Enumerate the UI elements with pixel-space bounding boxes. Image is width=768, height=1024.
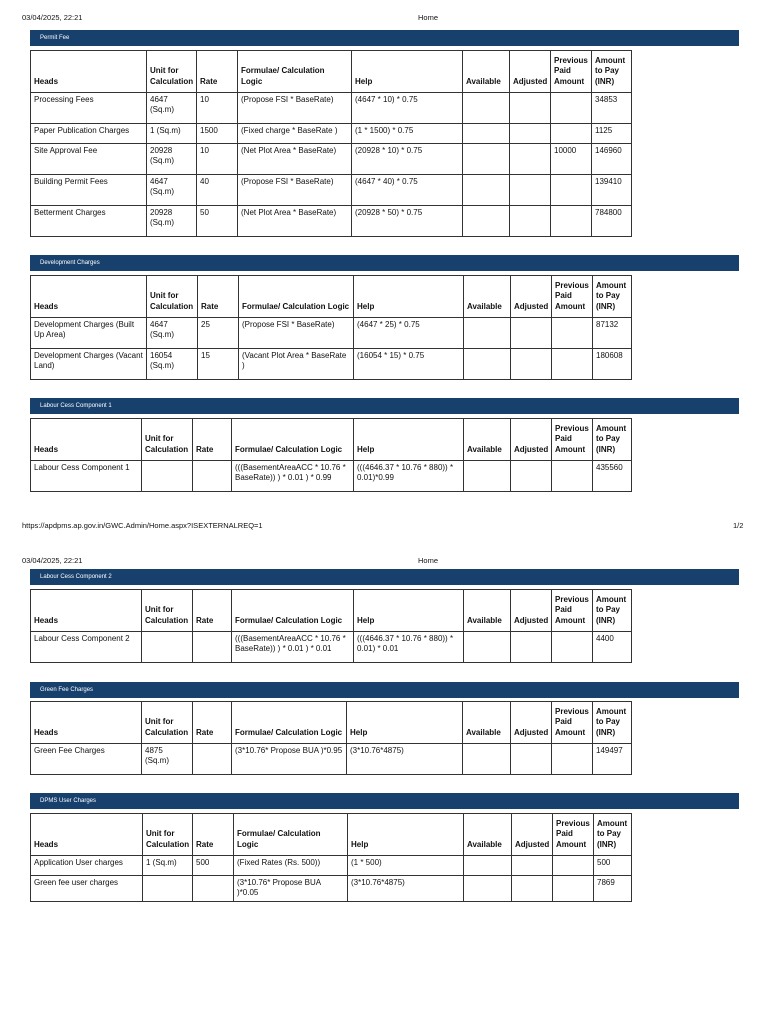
cell-amount: 146960 [592,144,632,175]
print-datetime: 03/04/2025, 22:21 [22,13,83,22]
table-header-row [31,702,632,744]
col-help: Help [352,51,463,93]
col-rate: Rate [197,51,238,93]
col-amount-to-pay: Amount to Pay (INR) [594,814,632,856]
cell-heads: Paper Publication Charges [31,124,147,144]
col-heads: Heads [31,702,142,744]
permit-fee-table [30,50,632,237]
cell-heads: Green Fee Charges [31,744,142,775]
cell-adjusted [510,124,551,144]
section-header-development-charges: Development Charges [30,255,739,271]
col-rate: Rate [193,814,234,856]
col-unit: Unit for Calculation [142,590,193,632]
section-header-labour-cess-1: Labour Cess Component 1 [30,398,739,414]
cell-help: (20928 * 10) * 0.75 [352,144,463,175]
cell-heads: Labour Cess Component 2 [31,632,142,663]
cell-adjusted [511,318,552,349]
col-formulae: Formulae/ Calculation Logic [239,276,354,318]
cell-available [463,144,510,175]
col-formulae: Formulae/ Calculation Logic [238,51,352,93]
cell-adjusted [511,632,552,663]
cell-adjusted [512,856,553,876]
cell-rate [193,632,232,663]
col-rate: Rate [193,590,232,632]
cell-adjusted [510,206,551,237]
cell-available [464,876,512,902]
col-amount-to-pay: Amount to Pay (INR) [592,51,632,93]
section-header-green-fee: Green Fee Charges [30,682,739,698]
table-row [31,349,632,380]
cell-formulae: (Net Plot Area * BaseRate) [238,144,352,175]
cell-rate: 10 [197,144,238,175]
col-previous-paid: Previous Paid Amount [552,590,593,632]
table-header-row [31,51,632,93]
cell-unit: 4647 (Sq.m) [147,93,197,124]
cell-previous-paid [552,461,593,492]
cell-previous-paid [551,93,592,124]
labour-cess-2-table [30,589,632,663]
cell-help: (4647 * 40) * 0.75 [352,175,463,206]
col-adjusted: Adjusted [511,702,552,744]
cell-amount: 149497 [593,744,632,775]
cell-formulae: (((BasementAreaACC * 10.76 * BaseRate)) ) * 0.01 ) * 0.01 [232,632,354,663]
col-unit: Unit for Calculation [147,276,198,318]
cell-unit: 20928 (Sq.m) [147,144,197,175]
col-help: Help [348,814,464,856]
col-formulae: Formulae/ Calculation Logic [232,419,354,461]
col-heads: Heads [31,276,147,318]
cell-previous-paid [552,632,593,663]
print-url: https://apdpms.ap.gov.in/GWC.Admin/Home.aspx?ISEXTERNALREQ=1 [22,521,263,530]
cell-formulae: (Propose FSI * BaseRate) [238,93,352,124]
cell-available [463,93,510,124]
col-help: Help [354,419,464,461]
labour-cess-1-table [30,418,632,492]
cell-amount: 139410 [592,175,632,206]
cell-rate: 50 [197,206,238,237]
cell-unit: 1 (Sq.m) [147,124,197,144]
col-amount-to-pay: Amount to Pay (INR) [593,276,632,318]
cell-formulae: (((BasementAreaACC * 10.76 * BaseRate)) ) * 0.01 ) * 0.99 [232,461,354,492]
print-page-title: Home [418,556,439,565]
cell-adjusted [512,876,553,902]
cell-adjusted [511,349,552,380]
col-formulae: Formulae/ Calculation Logic [234,814,348,856]
cell-formulae: (3*10.76* Propose BUA )*0.95 [232,744,347,775]
cell-amount: 34853 [592,93,632,124]
cell-unit: 20928 (Sq.m) [147,206,197,237]
cell-unit [143,876,193,902]
col-rate: Rate [193,419,232,461]
cell-amount: 1125 [592,124,632,144]
cell-available [463,175,510,206]
col-adjusted: Adjusted [511,419,552,461]
section-header-labour-cess-2: Labour Cess Component 2 [30,569,739,585]
col-previous-paid: Previous Paid Amount [553,814,594,856]
cell-adjusted [510,93,551,124]
table-header-row [31,814,632,856]
cell-formulae: (Vacant Plot Area * BaseRate ) [239,349,354,380]
section-header-permit-fee: Permit Fee [30,30,739,46]
cell-rate: 500 [193,856,234,876]
table-row [31,318,632,349]
col-previous-paid: Previous Paid Amount [552,276,593,318]
table-header-row [31,419,632,461]
cell-unit: 1 (Sq.m) [143,856,193,876]
cell-rate: 1500 [197,124,238,144]
cell-adjusted [510,144,551,175]
col-help: Help [354,590,464,632]
cell-previous-paid [551,206,592,237]
cell-help: (3*10.76*4875) [348,876,464,902]
cell-available [463,124,510,144]
cell-formulae: (Propose FSI * BaseRate) [239,318,354,349]
cell-amount: 180608 [593,349,632,380]
cell-help: (3*10.76*4875) [347,744,463,775]
col-available: Available [464,276,511,318]
cell-available [464,632,511,663]
section-header-dpms-user-charges: DPMS User Charges [30,793,739,809]
cell-formulae: (Fixed Rates (Rs. 500)) [234,856,348,876]
cell-heads: Green fee user charges [31,876,143,902]
cell-help: (4647 * 10) * 0.75 [352,93,463,124]
cell-previous-paid [551,124,592,144]
table-row [31,175,632,206]
col-unit: Unit for Calculation [143,814,193,856]
dpms-user-charges-table [30,813,632,902]
cell-heads: Labour Cess Component 1 [31,461,142,492]
col-previous-paid: Previous Paid Amount [552,702,593,744]
col-heads: Heads [31,419,142,461]
cell-available [464,318,511,349]
col-help: Help [347,702,463,744]
cell-amount: 500 [594,856,632,876]
cell-unit [142,632,193,663]
cell-available [464,349,511,380]
table-row [31,876,632,902]
col-previous-paid: Previous Paid Amount [552,419,593,461]
cell-unit [142,461,193,492]
cell-heads: Development Charges (Vacant Land) [31,349,147,380]
cell-adjusted [511,744,552,775]
green-fee-table [30,701,632,775]
cell-rate: 40 [197,175,238,206]
table-header-row [31,276,632,318]
cell-adjusted [511,461,552,492]
page-number: 1/2 [733,521,744,530]
col-rate: Rate [198,276,239,318]
col-adjusted: Adjusted [512,814,553,856]
cell-previous-paid: 10000 [551,144,592,175]
col-available: Available [463,51,510,93]
table-row [31,856,632,876]
col-unit: Unit for Calculation [142,702,193,744]
col-adjusted: Adjusted [511,276,552,318]
cell-help: (1 * 1500) * 0.75 [352,124,463,144]
cell-adjusted [510,175,551,206]
cell-help: (1 * 500) [348,856,464,876]
table-row [31,744,632,775]
col-adjusted: Adjusted [510,51,551,93]
print-datetime: 03/04/2025, 22:21 [22,556,83,565]
cell-unit: 4647 (Sq.m) [147,318,198,349]
cell-formulae: (3*10.76* Propose BUA )*0.05 [234,876,348,902]
cell-unit: 16054 (Sq.m) [147,349,198,380]
table-row [31,124,632,144]
cell-formulae: (Net Plot Area * BaseRate) [238,206,352,237]
table-row [31,93,632,124]
cell-previous-paid [552,349,593,380]
table-header-row [31,590,632,632]
col-help: Help [354,276,464,318]
cell-help: (((4646.37 * 10.76 * 880)) * 0.01)*0.99 [354,461,464,492]
col-rate: Rate [193,702,232,744]
col-heads: Heads [31,590,142,632]
col-amount-to-pay: Amount to Pay (INR) [593,590,632,632]
development-charges-table [30,275,632,380]
cell-previous-paid [552,744,593,775]
col-heads: Heads [31,814,143,856]
cell-heads: Application User charges [31,856,143,876]
col-available: Available [464,590,511,632]
cell-available [464,856,512,876]
cell-unit: 4875 (Sq.m) [142,744,193,775]
col-amount-to-pay: Amount to Pay (INR) [593,419,632,461]
cell-rate: 10 [197,93,238,124]
cell-help: (20928 * 50) * 0.75 [352,206,463,237]
col-formulae: Formulae/ Calculation Logic [232,702,347,744]
cell-previous-paid [553,876,594,902]
col-amount-to-pay: Amount to Pay (INR) [593,702,632,744]
cell-heads: Building Permit Fees [31,175,147,206]
col-available: Available [464,814,512,856]
cell-heads: Betterment Charges [31,206,147,237]
cell-unit: 4647 (Sq.m) [147,175,197,206]
cell-previous-paid [553,856,594,876]
cell-available [463,744,511,775]
cell-rate [193,876,234,902]
cell-previous-paid [552,318,593,349]
table-row [31,632,632,663]
cell-rate: 25 [198,318,239,349]
col-previous-paid: Previous Paid Amount [551,51,592,93]
table-row [31,144,632,175]
cell-available [464,461,511,492]
col-adjusted: Adjusted [511,590,552,632]
cell-heads: Site Approval Fee [31,144,147,175]
cell-available [463,206,510,237]
col-available: Available [464,419,511,461]
cell-amount: 435560 [593,461,632,492]
table-row [31,461,632,492]
col-unit: Unit for Calculation [142,419,193,461]
col-unit: Unit for Calculation [147,51,197,93]
cell-help: (4647 * 25) * 0.75 [354,318,464,349]
col-formulae: Formulae/ Calculation Logic [232,590,354,632]
cell-formulae: (Propose FSI * BaseRate) [238,175,352,206]
cell-rate [193,461,232,492]
cell-amount: 4400 [593,632,632,663]
cell-amount: 7869 [594,876,632,902]
print-page-title: Home [418,13,439,22]
col-heads: Heads [31,51,147,93]
cell-formulae: (Fixed charge * BaseRate ) [238,124,352,144]
cell-heads: Processing Fees [31,93,147,124]
cell-heads: Development Charges (Built Up Area) [31,318,147,349]
cell-help: (16054 * 15) * 0.75 [354,349,464,380]
cell-rate [193,744,232,775]
table-row [31,206,632,237]
cell-rate: 15 [198,349,239,380]
cell-help: (((4646.37 * 10.76 * 880)) * 0.01) * 0.01 [354,632,464,663]
cell-previous-paid [551,175,592,206]
cell-amount: 87132 [593,318,632,349]
cell-amount: 784800 [592,206,632,237]
col-available: Available [463,702,511,744]
